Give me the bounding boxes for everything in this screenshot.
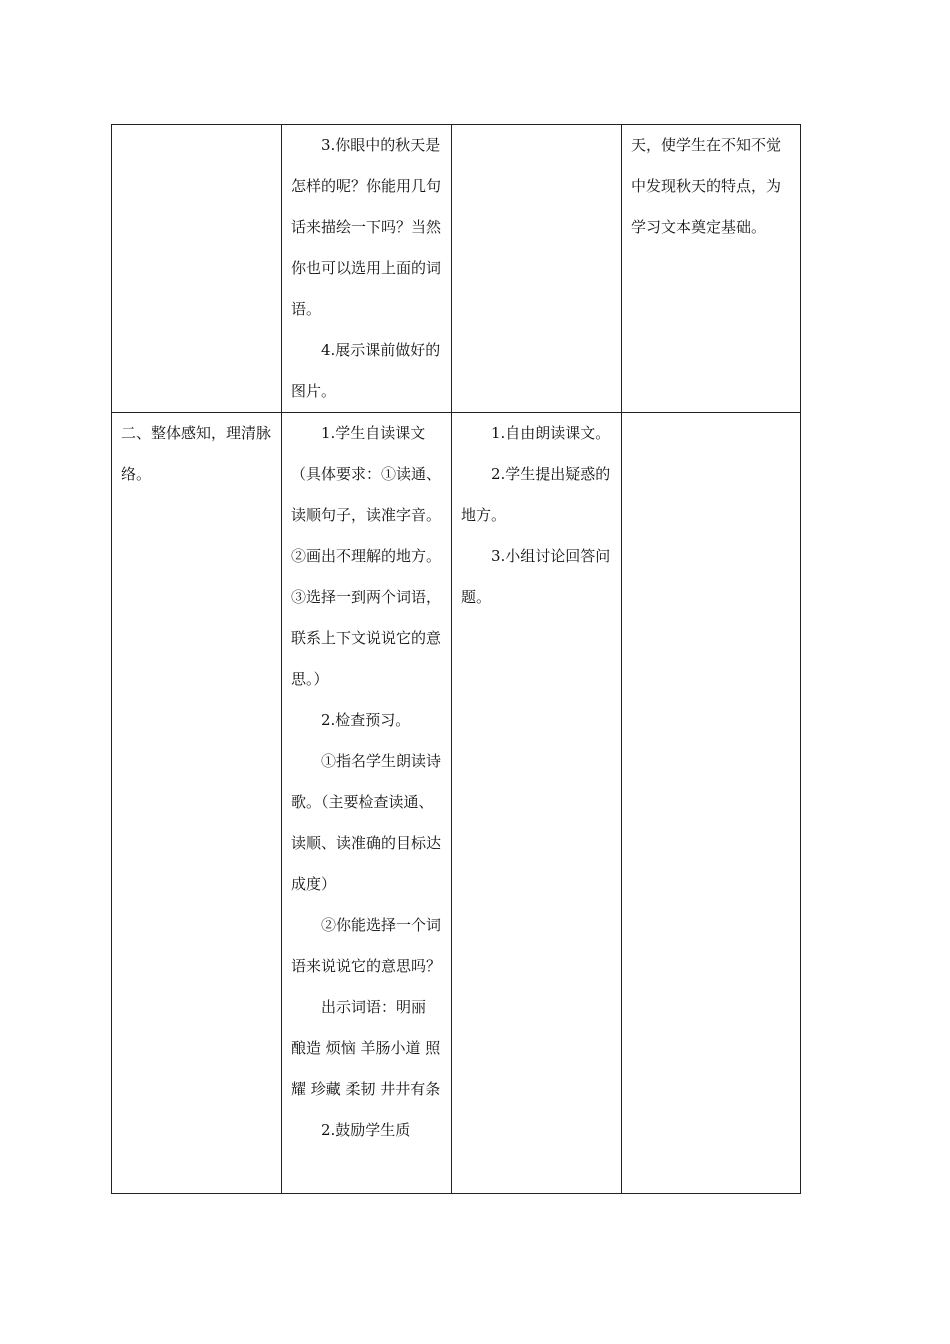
student-step: 1.自由朗读课文。 xyxy=(491,424,611,442)
table-row xyxy=(112,125,801,413)
teacher-activity-cell xyxy=(282,125,452,413)
intent-text: 天，使学生在不知不觉中发现秋天的特点，为学习文本奠定基础。 xyxy=(631,136,782,236)
vocabulary-list: 出示词语：明丽 酿造 烦恼 羊肠小道 照耀 珍藏 柔韧 井井有条 xyxy=(291,998,441,1098)
teacher-activity-cell xyxy=(282,413,452,1194)
teacher-step: 4.展示课前做好的图片。 xyxy=(291,341,441,400)
teacher-step: 2.鼓励学生质 xyxy=(321,1121,411,1139)
design-intent-cell xyxy=(622,125,801,413)
student-step: 3.小组讨论回答问题。 xyxy=(461,547,611,606)
design-intent-cell xyxy=(622,413,801,1194)
teacher-step: ①指名学生朗读诗歌。（主要检查读通、读顺、读准确的目标达成度） xyxy=(291,752,442,893)
stage-text: 二、整体感知，理清脉络。 xyxy=(121,424,272,483)
teacher-step: 1.学生自读课文（具体要求：①读通、读顺句子，读准字音。②画出不理解的地方。③选择一到两个词语，联系上下文说说它的意思。） xyxy=(291,424,442,688)
student-step: 2.学生提出疑惑的地方。 xyxy=(461,465,611,524)
teacher-step: ②你能选择一个词语来说说它的意思吗？ xyxy=(291,916,442,975)
stage-cell xyxy=(112,125,282,413)
teacher-step: 3.你眼中的秋天是怎样的呢？你能用几句话来描绘一下吗？当然你也可以选用上面的词语。 xyxy=(291,136,442,318)
teacher-step: 2.检查预习。 xyxy=(321,711,411,729)
table-row xyxy=(112,413,801,1194)
stage-cell xyxy=(112,413,282,1194)
student-activity-cell xyxy=(452,125,622,413)
lesson-plan-table xyxy=(111,124,801,1194)
student-activity-cell xyxy=(452,413,622,1194)
